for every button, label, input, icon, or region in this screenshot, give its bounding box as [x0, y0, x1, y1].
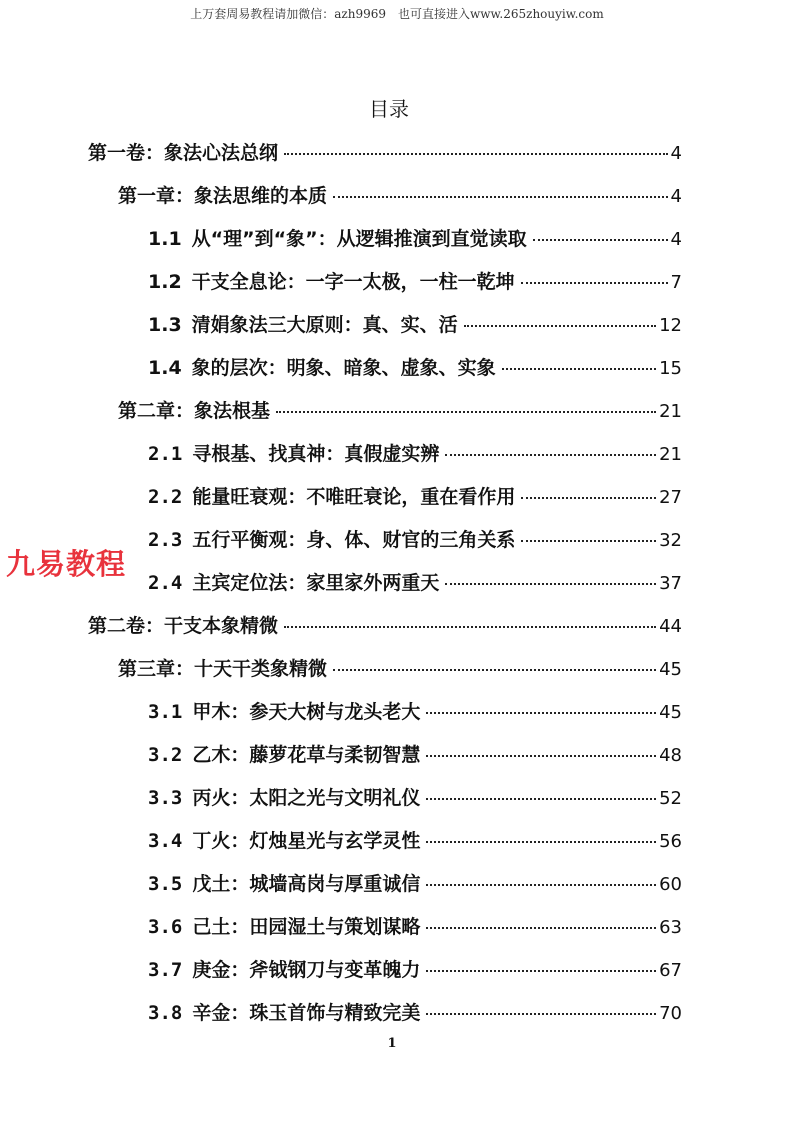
toc-entry-label: 第二章：象法根基	[118, 400, 271, 422]
dot-leader	[426, 798, 656, 800]
toc-entry-section-1-1[interactable]	[148, 224, 682, 260]
toc-entry-section-2-2[interactable]	[148, 482, 682, 518]
toc-entry-label: 五行平衡观：身、体、财官的三角关系	[192, 529, 516, 551]
toc-entry-label: 己土：田园湿土与策划谋略	[192, 916, 421, 938]
toc-entry-page: 4	[670, 229, 682, 250]
toc-entry-number: 3.2	[148, 744, 183, 766]
toc-entry-number: 3.6	[148, 916, 183, 938]
toc-entry-page: 45	[659, 659, 682, 680]
toc-entry-number: 3.4	[148, 830, 183, 852]
toc-entry-number: 2.1	[148, 443, 183, 465]
toc-entry-page: 60	[659, 874, 682, 895]
toc-entry-label: 戊土：城墙高岗与厚重诚信	[192, 873, 421, 895]
toc-entry-number: 3.7	[148, 959, 183, 981]
toc-entry-label: 能量旺衰观：不唯旺衰论，重在看作用	[192, 486, 516, 508]
dot-leader	[276, 411, 656, 413]
toc-entry-section-2-4[interactable]	[148, 568, 682, 604]
toc-entry-section-3-1[interactable]	[148, 697, 682, 733]
toc-entry-number: 2.3	[148, 529, 183, 551]
toc-entry-chapter-2[interactable]	[118, 396, 682, 432]
toc-entry-label: 庚金：斧钺钢刀与变革魄力	[192, 959, 421, 981]
dot-leader	[426, 884, 656, 886]
toc-entry-volume-1[interactable]	[88, 138, 682, 174]
toc-entry-page: 63	[659, 917, 682, 938]
toc-entry-page: 44	[659, 616, 682, 637]
toc-entry-section-3-7[interactable]	[148, 955, 682, 991]
toc-entry-label: 干支全息论：一字一太极，一柱一乾坤	[191, 271, 515, 293]
toc-entry-page: 37	[659, 573, 682, 594]
toc-entry-section-2-1[interactable]	[148, 439, 682, 475]
toc-entry-section-3-6[interactable]	[148, 912, 682, 948]
toc-entry-label: 主宾定位法：家里家外两重天	[192, 572, 440, 594]
toc-entry-volume-2[interactable]	[88, 611, 682, 647]
dot-leader	[445, 583, 656, 585]
dot-leader	[533, 239, 668, 241]
toc-entry-number: 3.3	[148, 787, 183, 809]
toc-entry-label: 甲木：参天大树与龙头老大	[192, 701, 421, 723]
watermark-text: 九易教程	[6, 547, 127, 581]
toc-entry-section-1-2[interactable]	[148, 267, 682, 303]
toc-entry-number: 1.3	[148, 314, 182, 336]
toc-entry-page: 67	[659, 960, 682, 981]
toc-entry-section-3-8[interactable]	[148, 998, 682, 1034]
toc-entry-number: 2.2	[148, 486, 183, 508]
toc-entry-page: 4	[670, 186, 682, 207]
toc-entry-label: 乙木：藤萝花草与柔韧智慧	[192, 744, 421, 766]
toc-entry-page: 48	[659, 745, 682, 766]
toc-entry-label: 寻根基、找真神：真假虚实辨	[192, 443, 440, 465]
dot-leader	[464, 325, 656, 327]
toc-entry-number: 3.1	[148, 701, 183, 723]
dot-leader	[521, 497, 656, 499]
toc-entry-number: 1.4	[148, 357, 182, 379]
toc-entry-page: 7	[670, 272, 682, 293]
toc-entry-label: 第一章：象法思维的本质	[118, 185, 328, 207]
toc-entry-chapter-3[interactable]	[118, 654, 682, 690]
toc-entry-page: 45	[659, 702, 682, 723]
dot-leader	[284, 626, 656, 628]
toc-entry-section-3-5[interactable]	[148, 869, 682, 905]
toc-entry-section-3-3[interactable]	[148, 783, 682, 819]
toc-entry-label: 从“理”到“象”：从逻辑推演到直觉读取	[191, 228, 527, 250]
dot-leader	[502, 368, 656, 370]
dot-leader	[426, 970, 656, 972]
dot-leader	[333, 196, 668, 198]
toc-entry-number: 1.1	[148, 228, 182, 250]
dot-leader	[426, 712, 656, 714]
toc-entry-number: 3.5	[148, 873, 183, 895]
toc-entry-section-3-4[interactable]	[148, 826, 682, 862]
toc-entry-page: 27	[659, 487, 682, 508]
dot-leader	[426, 755, 656, 757]
dot-leader	[426, 1013, 656, 1015]
dot-leader	[426, 841, 656, 843]
dot-leader	[445, 454, 656, 456]
toc-entry-page: 32	[659, 530, 682, 551]
toc-entry-label: 第二卷：干支本象精微	[88, 615, 279, 637]
toc-entry-number: 1.2	[148, 271, 182, 293]
dot-leader	[333, 669, 656, 671]
page-number: 1	[387, 1036, 397, 1051]
toc-entry-page: 21	[659, 444, 682, 465]
dot-leader	[426, 927, 656, 929]
toc-entry-label: 第三章：十天干类象精微	[118, 658, 328, 680]
dot-leader	[284, 153, 668, 155]
dot-leader	[521, 540, 656, 542]
toc-entry-page: 52	[659, 788, 682, 809]
toc-entry-number: 3.8	[148, 1002, 183, 1024]
toc-entry-page: 4	[670, 143, 682, 164]
toc-entry-label: 象的层次：明象、暗象、虚象、实象	[191, 357, 496, 379]
toc-entry-page: 56	[659, 831, 682, 852]
toc-entry-chapter-1[interactable]	[118, 181, 682, 217]
toc-entry-section-3-2[interactable]	[148, 740, 682, 776]
toc-entry-label: 清娟象法三大原则：真、实、活	[191, 314, 458, 336]
toc-entry-page: 70	[659, 1003, 682, 1024]
header-banner: 上万套周易教程请加微信：azh9969 也可直接进入www.265zhouyiw.com	[190, 7, 604, 21]
toc-entry-section-1-3[interactable]	[148, 310, 682, 346]
toc-entry-section-2-3[interactable]	[148, 525, 682, 561]
toc-entry-page: 21	[659, 401, 682, 422]
toc-entry-label: 丁火：灯烛星光与玄学灵性	[192, 830, 421, 852]
toc-entry-page: 15	[659, 358, 682, 379]
toc-entry-page: 12	[659, 315, 682, 336]
toc-entry-section-1-4[interactable]	[148, 353, 682, 389]
page-title: 目录	[369, 97, 409, 121]
toc-entry-number: 2.4	[148, 572, 183, 594]
dot-leader	[521, 282, 668, 284]
toc-entry-label: 丙火：太阳之光与文明礼仪	[192, 787, 421, 809]
toc-entry-label: 第一卷：象法心法总纲	[88, 142, 279, 164]
toc-entry-label: 辛金：珠玉首饰与精致完美	[192, 1002, 421, 1024]
